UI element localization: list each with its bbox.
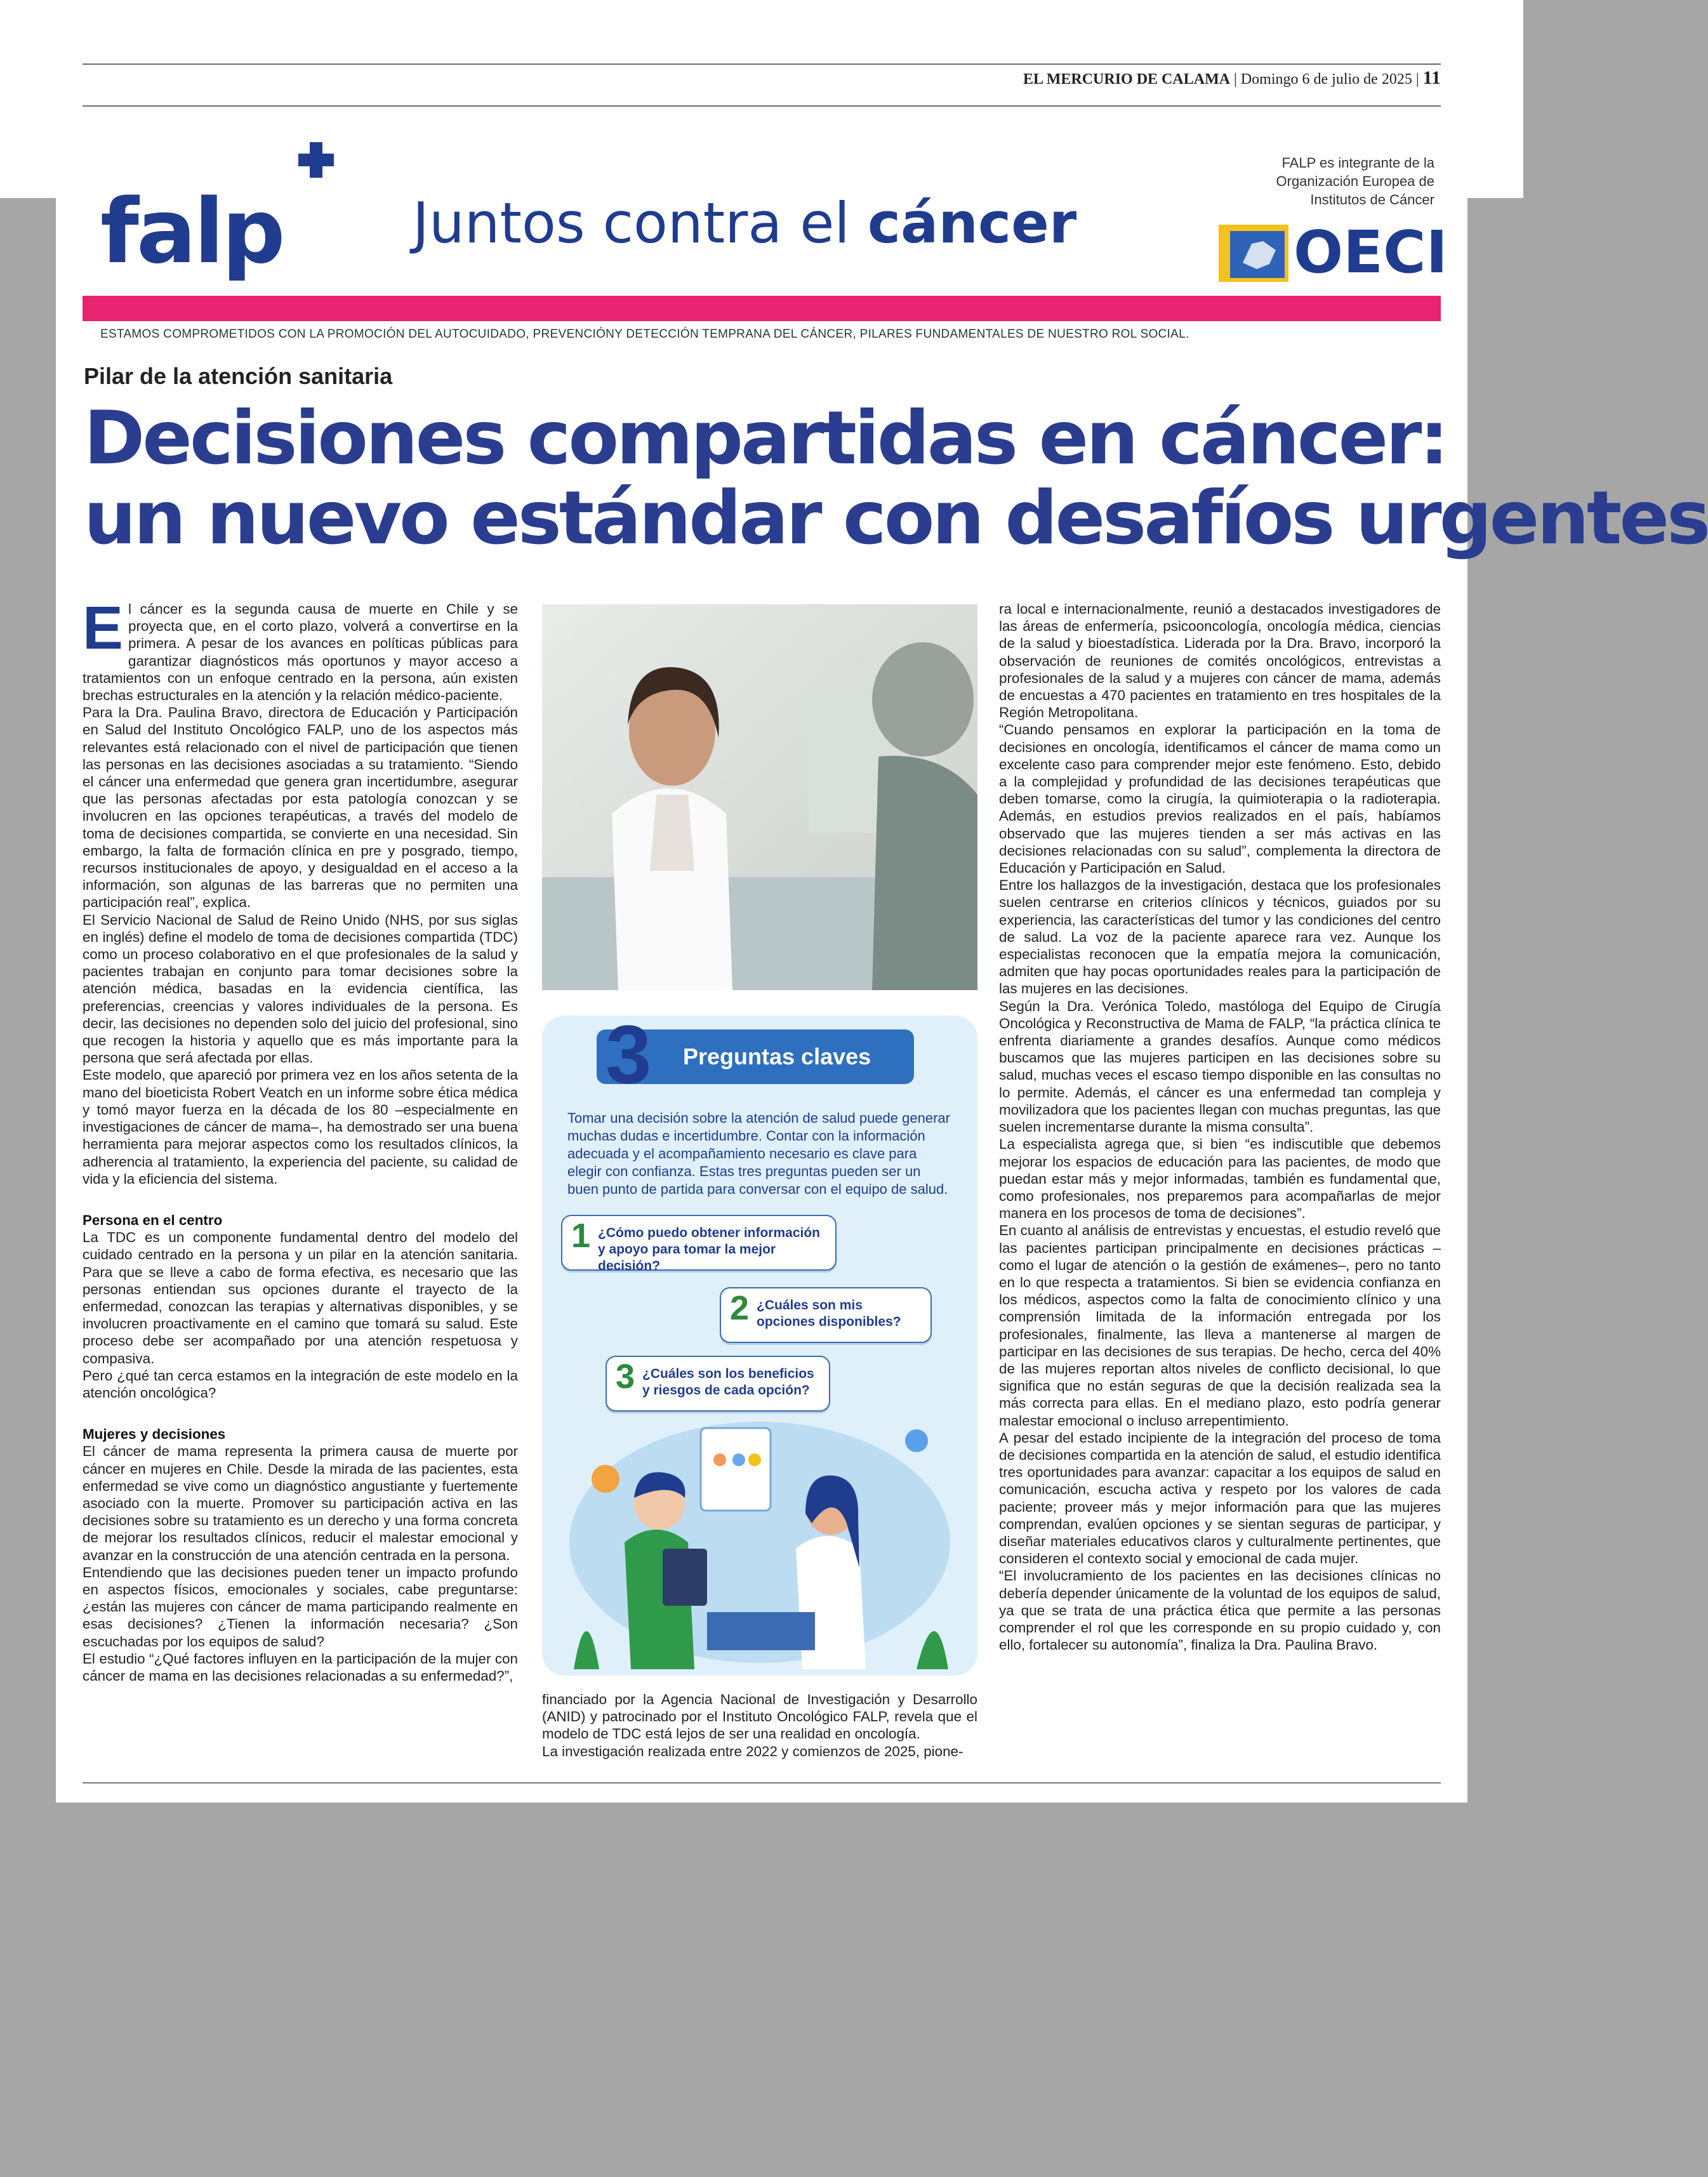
masthead (1023, 67, 1441, 89)
paragraph: En cuanto al análisis de entrevistas y encuestas, el estudio reveló que las pacientes participan principalmente en decisiones prácticas –como el lugar de atención o la gestión de exámenes–, pero no tanto en lo que respecta a tratamientos. Si bien se evidencia confianza en los médicos, aspectos como la falta de conocimiento clínico y una comprensión limitada de la información entregada por los profesionales, finalmente, las lleva a mantenerse al margen de participar en las decisiones de sus terapias. De hecho, cerca del 40% de las mujeres reportan altos niveles de conflicto decisional, lo que significa que no están seguras de que la decisión realizada sea la más correcta para ellas. En el mediano plazo, esto podría generar malestar emocional o incluso arrepentimiento. (999, 1222, 1441, 1429)
headline-line-1: Decisiones compartidas en cáncer: (84, 395, 1447, 481)
question-text: ¿Cuáles son mis opciones disponibles? (757, 1298, 901, 1329)
tagline-bold: cáncer (867, 190, 1077, 256)
oeci-note-line: Institutos de Cáncer (1310, 192, 1434, 208)
paragraph: La investigación realizada entre 2022 y comienzos de 2025, pione- (542, 1743, 963, 1759)
bottom-rule (83, 1782, 1441, 1783)
commitment-line: ESTAMOS COMPROMETIDOS CON LA PROMOCIÓN DEL AUTOCUIDADO, PREVENCIÓNY DETECCIÓN TEMPRANA DEL CÁNCER, PILARES FUNDAMENTALES DE NUESTRO ROL SOCIAL. (100, 328, 1189, 341)
paragraph: El estudio “¿Qué factores influyen en la participación de la mujer con cáncer de mama en las decisiones relacionadas a su enfermedad?”, (83, 1650, 518, 1684)
paragraph: El cáncer es la segunda causa de muerte en Chile y se proyecta que, en el corto plazo, volverá a convertirse en la primera. A pesar de los avances en políticas públicas para garantizar diagnósticos más oportunos y mayor acceso a tratamientos con un enfoque centrado en la persona, aún existen brechas estructurales en la atención y la relación médico-paciente. (83, 594, 518, 704)
paragraph: ra local e internacionalmente, reunió a destacados investigadores de las áreas de enfermería, psicooncología, oncología médica, ciencias de la salud y bioestadística. Liderada por la Dra. Bravo, incorporó la observación de reuniones de comités oncológicos, entrevistas a profesionales de la salud y a mujeres con cáncer de mama, además de encuestas a 470 pacientes en tratamiento en tres hospitales de la Región Metropolitana. (999, 601, 1441, 721)
drop-cap: E (83, 594, 124, 662)
falp-logo (100, 127, 399, 284)
paragraph: Este modelo, que apareció por primera vez en los años setenta de la mano del bioeticista Robert Veatch en un informe sobre ética médica y tomó mayor fuerza en la década de los 80 –especialmente en investigaciones de cáncer de mama–, ha demostrado ser una buena herramienta para mejorar aspectos como los resultados clínicos, la adherencia al tratamiento, la experiencia del paciente, su calidad de vida y la eficiencia del sistema. (83, 1067, 518, 1187)
headline-line-2: un nuevo estándar con desafíos urgentes (84, 475, 1708, 561)
article-column-2 (542, 1691, 977, 1770)
article-headline (84, 395, 1708, 561)
masthead-date: | Domingo 6 de julio de 2025 | (1234, 71, 1419, 88)
paragraph: La especialista agrega que, si bien “es indiscutible que debemos mejorar los espacios de educación para las pacientes, de modo que puedan estar más y mejor informadas, también es fundamental que, como profesionales, nos preparemos para acompañarlas de mejor manera en los procesos de toma de decisiones”. (999, 1136, 1441, 1222)
article-column-3 (999, 600, 1441, 1777)
paragraph: Entendiendo que las decisiones pueden tener un impacto profundo en aspectos físicos, emocionales y sociales, cabe preguntarse: ¿están las mujeres con cáncer de mama participando realmente en esas decisiones? ¿Tienen la información necesaria? ¿Son escuchadas por los equipos de salud? (83, 1564, 518, 1650)
doctor-photo (542, 604, 977, 990)
question-number: 1 (571, 1217, 591, 1255)
paragraph: Para la Dra. Paulina Bravo, directora de Educación y Participación en Salud del Instituto Oncológico FALP, uno de los aspectos más relevantes está relacionado con el nivel de participación que tienen las personas en las decisiones asociadas a su tratamiento. “Siendo el cáncer una enfermedad que genera gran incertidumbre, asegurar que las personas afectadas por esta patología conozcan y se involucren en las opciones terapéuticas, a través del modelo de toma de decisiones compartida, se convierte en una necesidad. Sin embargo, la falta de formación clínica en pre y posgrado, tiempo, recursos institucionales de apoyo, y desigualdad en el acceso a la información, son algunas de las barreras que no permiten una participación real”, explica. (83, 705, 518, 911)
subheading: Mujeres y decisiones (83, 1426, 226, 1443)
infographic-title: Preguntas claves (683, 1043, 871, 1069)
paragraph: “El involucramiento de los pacientes en las decisiones clínicas no debería depender únicamente de la voluntad de los equipos de salud, ya que se trata de una práctica ética que permite a las personas comprender el rol que les corresponde en su propio cuidado y, con ello, fortalecer su autonomía”, finaliza la Dra. Paulina Bravo. (999, 1568, 1441, 1653)
question-bubble (561, 1215, 837, 1271)
paragraph: Según la Dra. Verónica Toledo, mastóloga del Equipo de Cirugía Oncológica y Reconstructiva de Mama de FALP, “la práctica clínica te enfrenta diariamente a grandes desafíos. Aunque como médicos buscamos que las mujeres participen en las decisiones sobre su salud, muchas veces el escaso tiempo disponible en las consultas no lo permite. Además, el cáncer es una enfermedad tan compleja y movilizadora que los pacientes llegan con muchas preguntas, las que suelen incrementarse durante la misma consulta”. (999, 998, 1441, 1135)
question-number: 2 (730, 1289, 750, 1327)
oeci-wordmark: OECI (1294, 218, 1448, 286)
paragraph: “Cuando pensamos en explorar la participación en la toma de decisiones en oncología, identificamos el cáncer de mama como un excelente caso para comprender mejor este fenómeno. Esto, debido a la complejidad y profundidad de las decisiones terapéuticas que deben tomarse, como la cirugía, la quimioterapia o la radioterapia. Además, en estudios previos realizados en el país, habíamos observado que las mujeres tienden a ser más activas en las decisiones relacionadas con su salud”, complementa la directora de Educación y Participación en Salud. (999, 722, 1441, 877)
question-bubble (720, 1287, 932, 1343)
paragraph: La TDC es un componente fundamental dentro del modelo del cuidado centrado en la persona y un pilar en la atención sanitaria. Para que se lleve a cabo de forma efectiva, es necesario que las personas entiendan sus opciones durante el trayecto de la enfermedad, conozcan las terapias y alternativas disponibles, y se involucren proactivamente en el camino que tomará su salud. Este proceso debe ser acompañado por una atención respetuosa y compasiva. (83, 1229, 518, 1366)
infographic-intro: Tomar una decisión sobre la atención de salud puede generar muchas dudas e incertidumbre. Contar con la información adecuada y el acompañamiento necesario es clave para elegir con confianza. Estas tres preguntas pueden ser un buen punto de partida para conversar con el equipo de salud. (567, 1110, 950, 1197)
consultation-illustration (561, 1403, 958, 1669)
article-kicker: Pilar de la atención sanitaria (84, 363, 393, 389)
brand-tagline (413, 190, 1077, 256)
oeci-note-line: FALP es integrante de la (1281, 155, 1434, 171)
paragraph: A pesar del estado incipiente de la integración del proceso de toma de decisiones compartida en la atención de salud, el estudio identifica tres oportunidades para avanzar: capacitar a los equipos de salud en comunicación, escucha activa y respeto por los valores de cada paciente; proveer más y mejor información para que las mujeres comprendan, evalúen opciones y se sientan seguras de participar, y diseñar materiales educativos claros y culturalmente pertinentes, que consideren el contexto social y emocional de cada mujer. (999, 1429, 1441, 1567)
falp-wordmark: falp (100, 180, 283, 284)
masthead-rule (83, 105, 1441, 107)
paragraph: El cáncer de mama representa la primera causa de muerte por cáncer en mujeres en Chile. Desde la mirada de las pacientes, esta enfermedad se vive como un diagnóstico angustiante y fuertemente asociado con la muerte. Promover su participación activa en las decisiones sobre su tratamiento es un derecho y una forma concreta de mejorar los resultados clínicos, reducir el malestar emocional y avanzar en la construcción de una atención centrada en la persona. (83, 1443, 518, 1563)
top-rule (83, 63, 1441, 65)
question-text: ¿Cuáles son los beneficios y riesgos de cada opción? (642, 1366, 814, 1398)
paragraph: Pero ¿qué tan cerca estamos en la integración de este modelo en la atención oncológica? (83, 1367, 518, 1401)
pink-banner (83, 296, 1441, 321)
europe-map-icon (1219, 225, 1288, 282)
masthead-paper: EL MERCURIO DE CALAMA (1023, 71, 1231, 88)
subheading: Persona en el centro (83, 1212, 223, 1228)
paragraph: financiado por la Agencia Nacional de Investigación y Desarrollo (ANID) y patrocinado por el Instituto Oncológico FALP, revela que el modelo de TDC está lejos de ser una realidad en oncología. (542, 1691, 977, 1742)
infographic-number: 3 (606, 1008, 652, 1101)
paragraph: Entre los hallazgos de la investigación, destaca que los profesionales suelen centrarse en criterios clínicos y técnicos, guiados por su experiencia, las características del tumor y las condiciones del centro de salud. La voz de la paciente aparece rara vez. Aunque los especialistas reconocen que la empatía mejora la comunicación, admiten que hay pocas oportunidades reales para la participación de las mujeres en las decisiones. (999, 877, 1441, 997)
question-text: ¿Cómo puedo obtener información y apoyo para tomar la mejor decisión? (598, 1226, 820, 1273)
key-questions-infographic (542, 1008, 977, 1676)
article-column-1 (83, 594, 518, 1777)
page-number: 11 (1422, 67, 1441, 88)
paragraph: El Servicio Nacional de Salud de Reino Unido (NHS, por sus siglas en inglés) define el modelo de toma de decisiones compartida (TDC) como un proceso colaborativo en el que profesionales de la salud y pacientes trabajan en conjunto para tomar decisiones sobre la atención médica, basadas en la evidencia científica, las preferencias, creencias y valores individuales de la persona. Es decir, las decisiones no dependen solo del juicio del profesional, sino que recogen la historia y aquello que es más importante para la persona que será afectada por ellas. (83, 911, 518, 1066)
question-number: 3 (616, 1358, 635, 1396)
oeci-note-line: Organización Europea de (1276, 173, 1434, 189)
oeci-note (1276, 154, 1435, 209)
oeci-logo (1219, 218, 1448, 286)
tagline-prefix: Juntos contra el (413, 190, 868, 256)
